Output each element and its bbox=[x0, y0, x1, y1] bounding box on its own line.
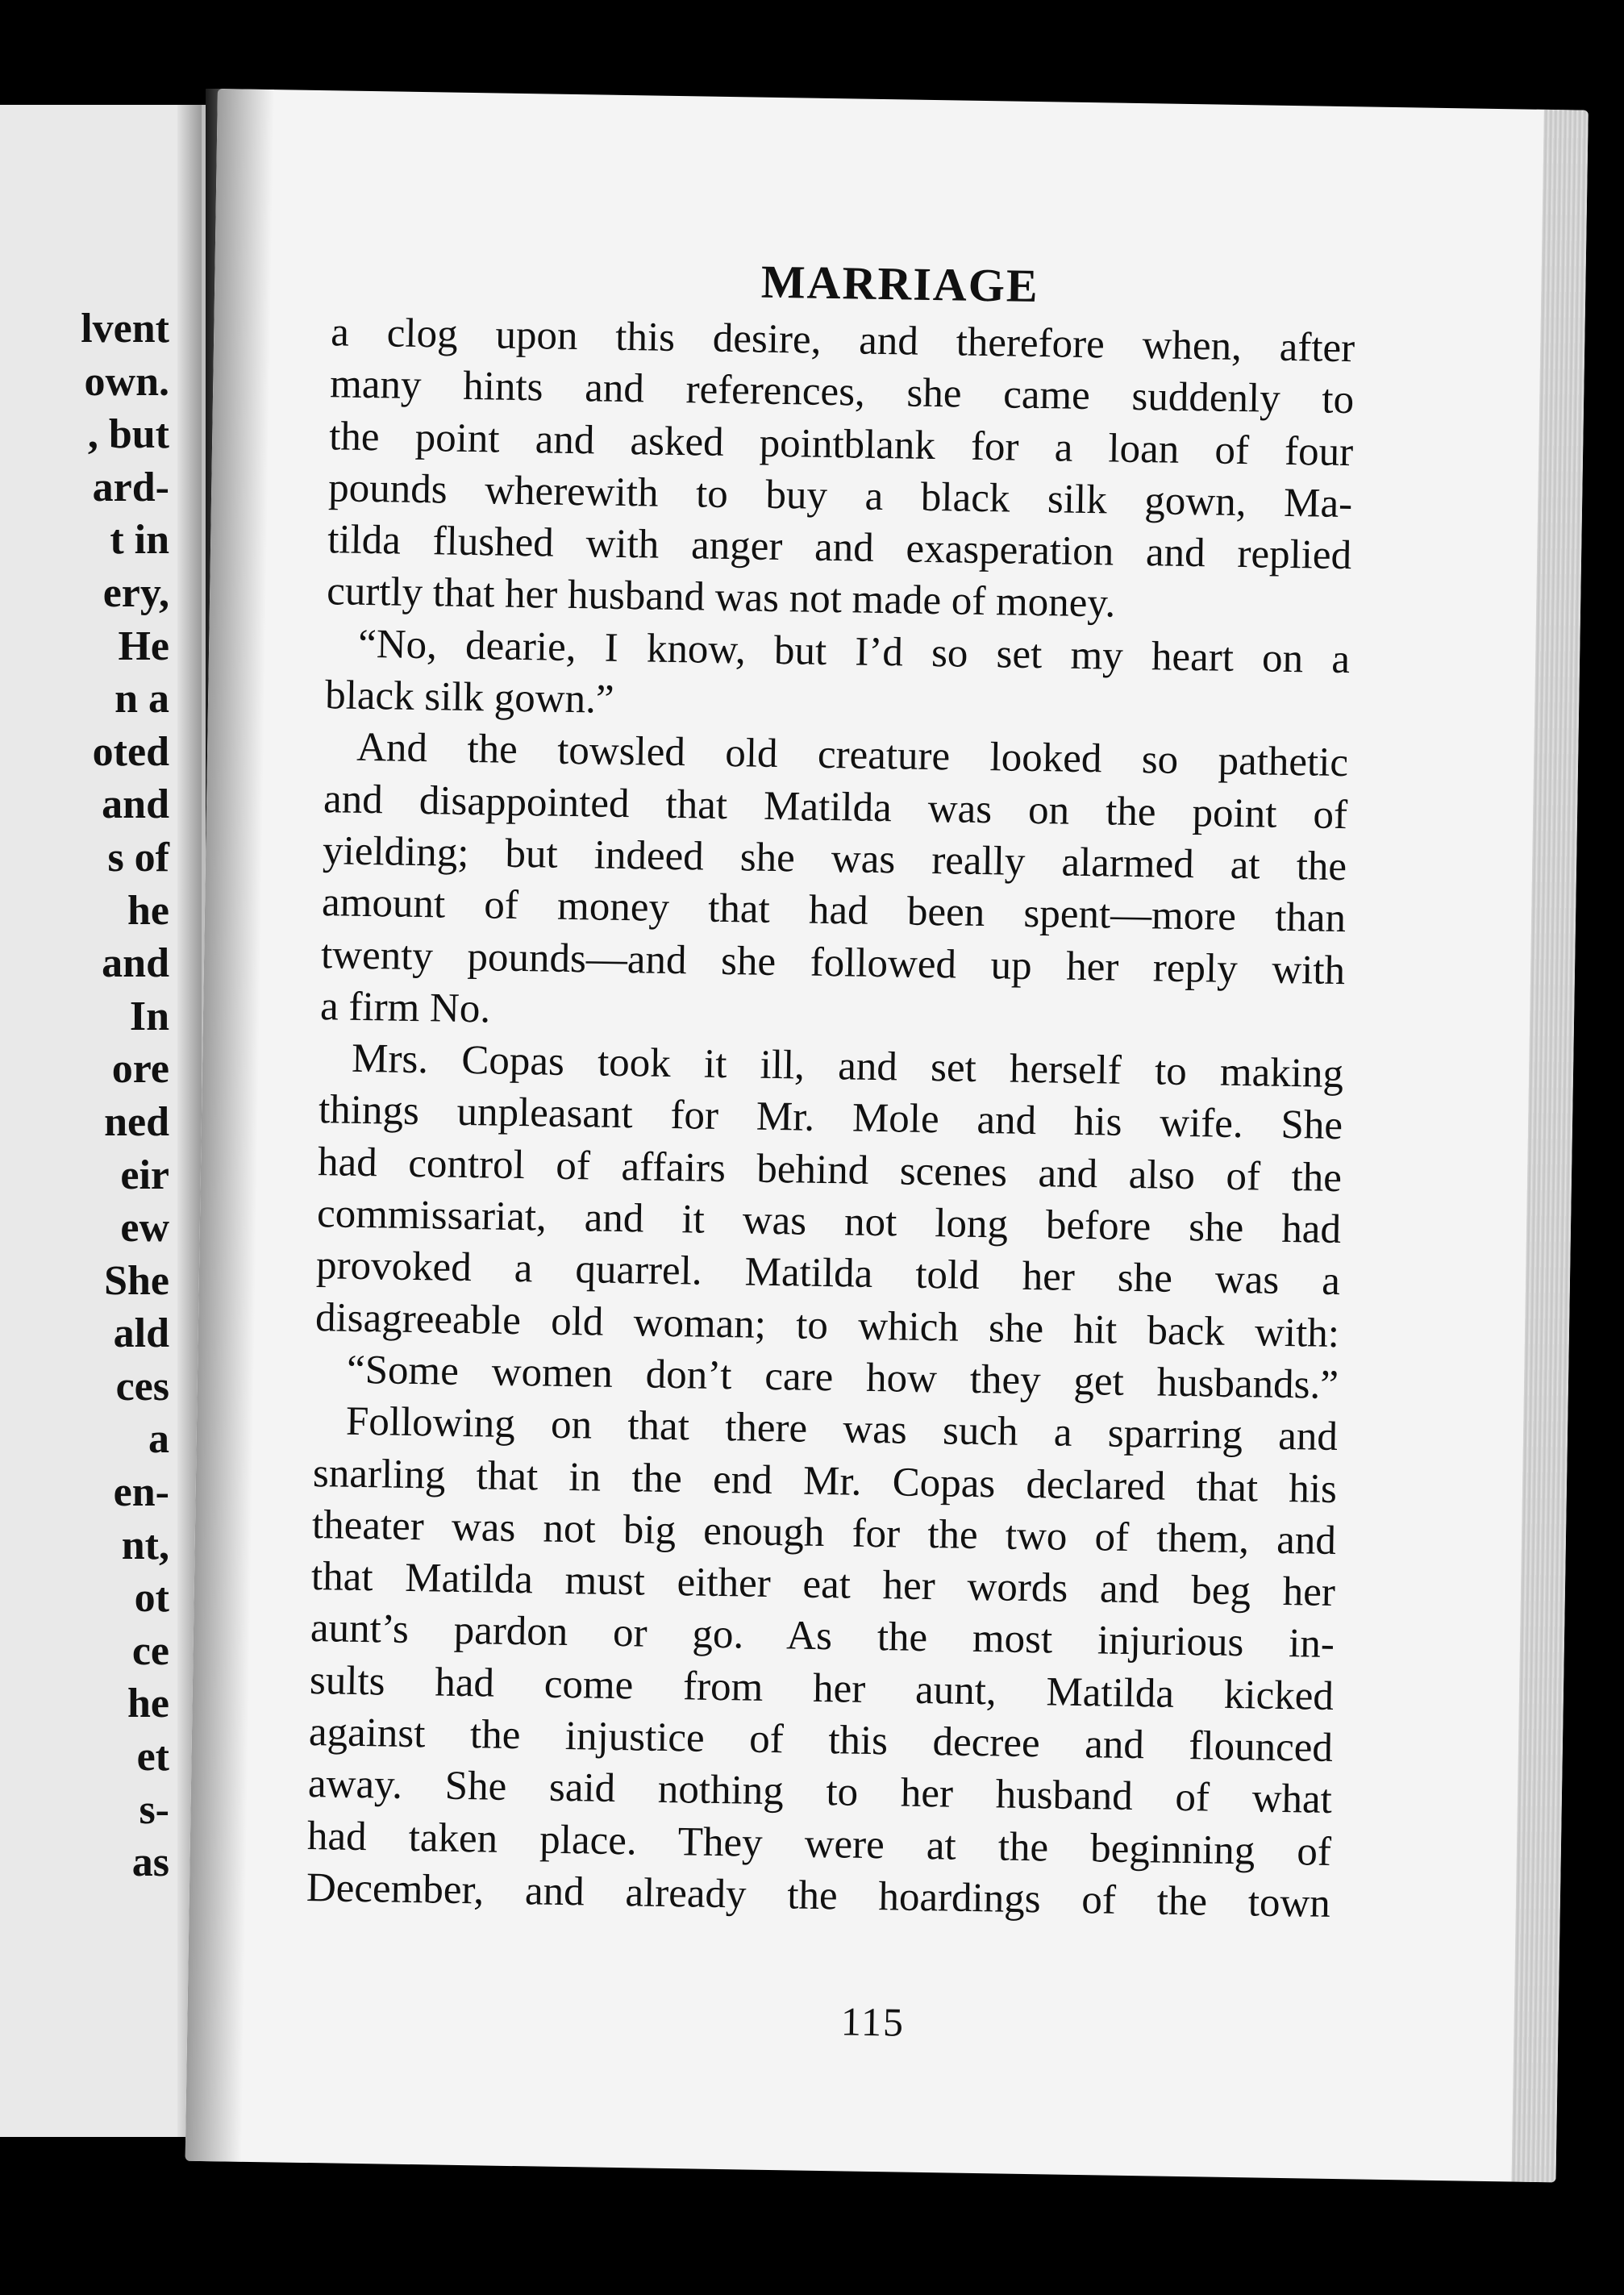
previous-page-line: and bbox=[102, 940, 169, 987]
text-line: tilda flushed with anger and exasperation and replied bbox=[327, 517, 1352, 579]
previous-page-line: and bbox=[102, 781, 169, 828]
previous-page-line: oted bbox=[92, 728, 169, 775]
text-line: that Matilda must either eat her words and beg her bbox=[310, 1554, 1336, 1616]
text-line: black silk gown.” bbox=[324, 673, 614, 723]
page-edge bbox=[1511, 110, 1588, 2183]
previous-page-line: s of bbox=[107, 834, 169, 881]
previous-page-line: He bbox=[118, 623, 169, 669]
text-line: many hints and references, she came suddenly to bbox=[329, 361, 1355, 423]
previous-page-line: ew bbox=[120, 1205, 169, 1252]
previous-page-line: ot bbox=[134, 1575, 169, 1622]
text-line: theater was not big enough for the two of them, and bbox=[311, 1502, 1337, 1564]
previous-page-fragment bbox=[0, 105, 206, 2137]
text-line: commissariat, and it was not long before she had bbox=[316, 1191, 1342, 1253]
text-line: things unpleasant for Mr. Mole and his wife. She bbox=[318, 1087, 1343, 1149]
text-line: “No, dearie, I know, but I’d so set my heart on a bbox=[357, 621, 1351, 682]
previous-page-line: ery, bbox=[102, 569, 169, 616]
text-line: a firm No. bbox=[319, 984, 491, 1032]
previous-page-line: ces bbox=[115, 1363, 169, 1410]
previous-page-line: She bbox=[104, 1257, 169, 1304]
book-page bbox=[185, 89, 1589, 2182]
text-line: had taken place. They were at the beginning of bbox=[306, 1813, 1332, 1875]
body-text bbox=[306, 306, 1355, 1930]
previous-page-line: t in bbox=[110, 517, 169, 564]
text-line: disagreeable old woman; to which she hit back with: bbox=[314, 1294, 1340, 1356]
previous-page-line: ore bbox=[111, 1046, 169, 1093]
previous-page-text bbox=[81, 302, 169, 1889]
previous-page-line: nt, bbox=[121, 1522, 169, 1568]
previous-page-line: et bbox=[136, 1734, 169, 1781]
text-line: pounds wherewith to buy a black silk gown, Ma- bbox=[327, 465, 1353, 527]
text-line: a clog upon this desire, and therefore when, after bbox=[330, 310, 1355, 372]
text-line: curtly that her husband was not made of money. bbox=[326, 569, 1116, 627]
text-line: Mrs. Copas took it ill, and set herself to making bbox=[351, 1035, 1344, 1098]
text-line: and disappointed that Matilda was on the point of bbox=[323, 776, 1348, 838]
previous-page-line: en- bbox=[113, 1469, 169, 1516]
previous-page-line: In bbox=[129, 993, 169, 1039]
text-line: the point and asked pointblank for a loan of four bbox=[328, 413, 1354, 475]
previous-page-line: , but bbox=[87, 411, 169, 458]
running-head: MARRIAGE bbox=[760, 255, 1040, 313]
text-line: snarling that in the end Mr. Copas declared that his bbox=[312, 1450, 1338, 1512]
text-line: sults had come from her aunt, Matilda kicked bbox=[309, 1657, 1335, 1719]
page-number: 115 bbox=[840, 1998, 906, 2045]
text-line: Following on that there was such a sparring and bbox=[345, 1398, 1339, 1460]
previous-page-line: eir bbox=[120, 1152, 169, 1198]
text-line: And the towsled old creature looked so pathetic bbox=[356, 725, 1349, 786]
text-line: against the injustice of this decree and flounced bbox=[308, 1710, 1334, 1771]
text-line: amount of money that had been spent—more than bbox=[321, 880, 1347, 942]
previous-page-line: ald bbox=[113, 1310, 169, 1357]
previous-page-line: ard- bbox=[92, 464, 169, 510]
text-line: aunt’s pardon or go. As the most injurious in- bbox=[310, 1606, 1335, 1668]
text-line: provoked a quarrel. Matilda told her she was a bbox=[315, 1243, 1341, 1305]
text-line: yielding; but indeed she was really alarmed at the bbox=[322, 828, 1347, 890]
previous-page-line: he bbox=[127, 1681, 169, 1727]
previous-page-line: as bbox=[131, 1839, 169, 1886]
previous-page-line: a bbox=[148, 1416, 169, 1463]
text-line: away. She said nothing to her husband of what bbox=[307, 1761, 1333, 1823]
text-line: “Some women don’t care how they get husbands.” bbox=[346, 1347, 1339, 1408]
previous-page-line: own. bbox=[84, 358, 169, 405]
previous-page-line: n a bbox=[115, 676, 169, 723]
text-line: December, and already the hoardings of the town bbox=[306, 1864, 1331, 1926]
text-line: twenty pounds—and she followed up her reply with bbox=[320, 931, 1346, 993]
previous-page-line: s- bbox=[139, 1786, 169, 1833]
previous-page-line: ce bbox=[131, 1627, 169, 1674]
text-line: had control of affairs behind scenes and also of the bbox=[317, 1139, 1343, 1201]
previous-page-line: ned bbox=[104, 1098, 169, 1145]
previous-page-line: lvent bbox=[81, 306, 169, 352]
previous-page-line: he bbox=[127, 887, 169, 934]
